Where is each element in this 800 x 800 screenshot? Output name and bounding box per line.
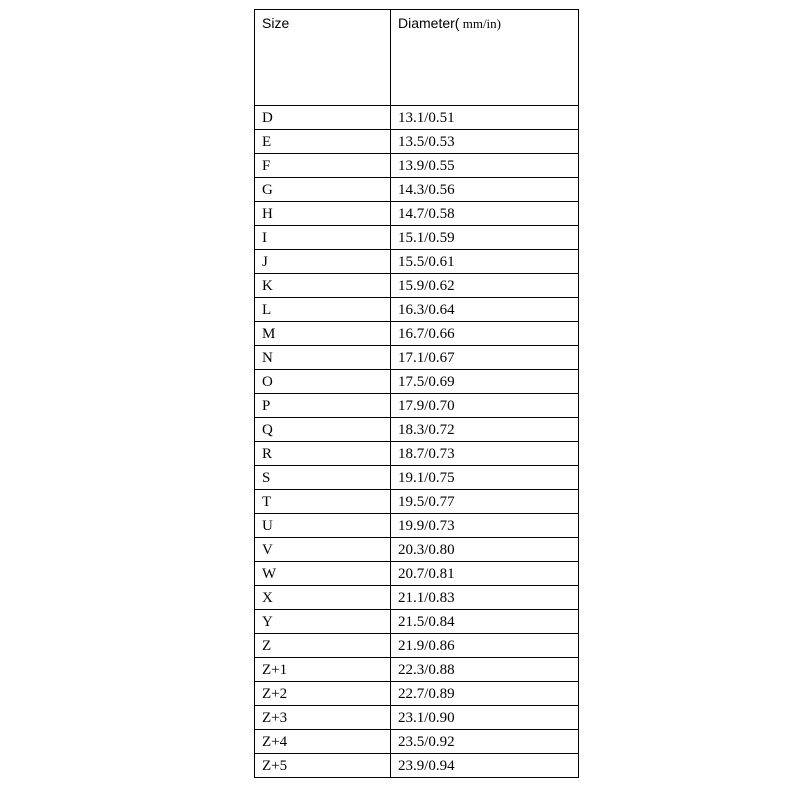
diameter-cell: 13.5/0.53 (391, 130, 579, 154)
table-row (255, 610, 579, 634)
size-cell: L (255, 298, 391, 322)
size-cell: U (255, 514, 391, 538)
diameter-cell: 23.5/0.92 (391, 730, 579, 754)
diameter-cell: 17.1/0.67 (391, 346, 579, 370)
size-cell: Z+4 (255, 730, 391, 754)
diameter-cell: 23.1/0.90 (391, 706, 579, 730)
table-row (255, 106, 579, 130)
diameter-cell: 21.5/0.84 (391, 610, 579, 634)
diameter-cell: 16.7/0.66 (391, 322, 579, 346)
table-row (255, 250, 579, 274)
table-row (255, 466, 579, 490)
table-row (255, 298, 579, 322)
diameter-cell: 15.1/0.59 (391, 226, 579, 250)
diameter-cell: 20.3/0.80 (391, 538, 579, 562)
table-row (255, 514, 579, 538)
size-cell: I (255, 226, 391, 250)
diameter-header-unit: mm/in) (459, 16, 501, 31)
size-cell: Q (255, 418, 391, 442)
table-row (255, 178, 579, 202)
size-cell: G (255, 178, 391, 202)
diameter-cell: 15.9/0.62 (391, 274, 579, 298)
table-row (255, 586, 579, 610)
diameter-cell: 15.5/0.61 (391, 250, 579, 274)
diameter-cell: 16.3/0.64 (391, 298, 579, 322)
size-cell: Z+3 (255, 706, 391, 730)
diameter-cell: 22.3/0.88 (391, 658, 579, 682)
diameter-cell: 23.9/0.94 (391, 754, 579, 778)
diameter-cell: 14.7/0.58 (391, 202, 579, 226)
diameter-cell: 20.7/0.81 (391, 562, 579, 586)
table-row (255, 418, 579, 442)
diameter-cell: 22.7/0.89 (391, 682, 579, 706)
size-cell: E (255, 130, 391, 154)
size-cell: F (255, 154, 391, 178)
size-cell: X (255, 586, 391, 610)
size-cell: H (255, 202, 391, 226)
diameter-cell: 13.9/0.55 (391, 154, 579, 178)
diameter-header-label: Diameter( (398, 15, 460, 31)
diameter-cell: 18.7/0.73 (391, 442, 579, 466)
size-cell: W (255, 562, 391, 586)
size-cell: P (255, 394, 391, 418)
size-cell: T (255, 490, 391, 514)
size-cell: Z+2 (255, 682, 391, 706)
size-cell: J (255, 250, 391, 274)
size-cell: R (255, 442, 391, 466)
header-row (255, 10, 579, 106)
table-row (255, 346, 579, 370)
table-row (255, 442, 579, 466)
size-cell: N (255, 346, 391, 370)
size-cell: D (255, 106, 391, 130)
size-cell: O (255, 370, 391, 394)
size-cell: K (255, 274, 391, 298)
size-cell: M (255, 322, 391, 346)
diameter-cell: 13.1/0.51 (391, 106, 579, 130)
table-row (255, 130, 579, 154)
size-cell: V (255, 538, 391, 562)
diameter-cell: 18.3/0.72 (391, 418, 579, 442)
table-row (255, 658, 579, 682)
diameter-cell: 19.1/0.75 (391, 466, 579, 490)
table-row (255, 370, 579, 394)
size-cell: Z+1 (255, 658, 391, 682)
table-row (255, 730, 579, 754)
table-row (255, 274, 579, 298)
table-row (255, 682, 579, 706)
table-row (255, 394, 579, 418)
diameter-cell: 14.3/0.56 (391, 178, 579, 202)
table-row (255, 202, 579, 226)
size-cell: S (255, 466, 391, 490)
ring-size-table (254, 9, 579, 778)
size-cell: Z (255, 634, 391, 658)
table-row (255, 634, 579, 658)
size-cell: Z+5 (255, 754, 391, 778)
diameter-cell: 19.5/0.77 (391, 490, 579, 514)
diameter-cell: 17.5/0.69 (391, 370, 579, 394)
table-row (255, 706, 579, 730)
table-body (255, 106, 579, 778)
table-row (255, 226, 579, 250)
diameter-cell: 21.1/0.83 (391, 586, 579, 610)
diameter-cell: 19.9/0.73 (391, 514, 579, 538)
size-cell: Y (255, 610, 391, 634)
table-row (255, 490, 579, 514)
table-row (255, 538, 579, 562)
diameter-column-header (391, 10, 579, 106)
table-row (255, 322, 579, 346)
diameter-cell: 21.9/0.86 (391, 634, 579, 658)
size-column-header: Size (255, 10, 391, 106)
diameter-cell: 17.9/0.70 (391, 394, 579, 418)
table-row (255, 562, 579, 586)
table-row (255, 754, 579, 778)
table-row (255, 154, 579, 178)
